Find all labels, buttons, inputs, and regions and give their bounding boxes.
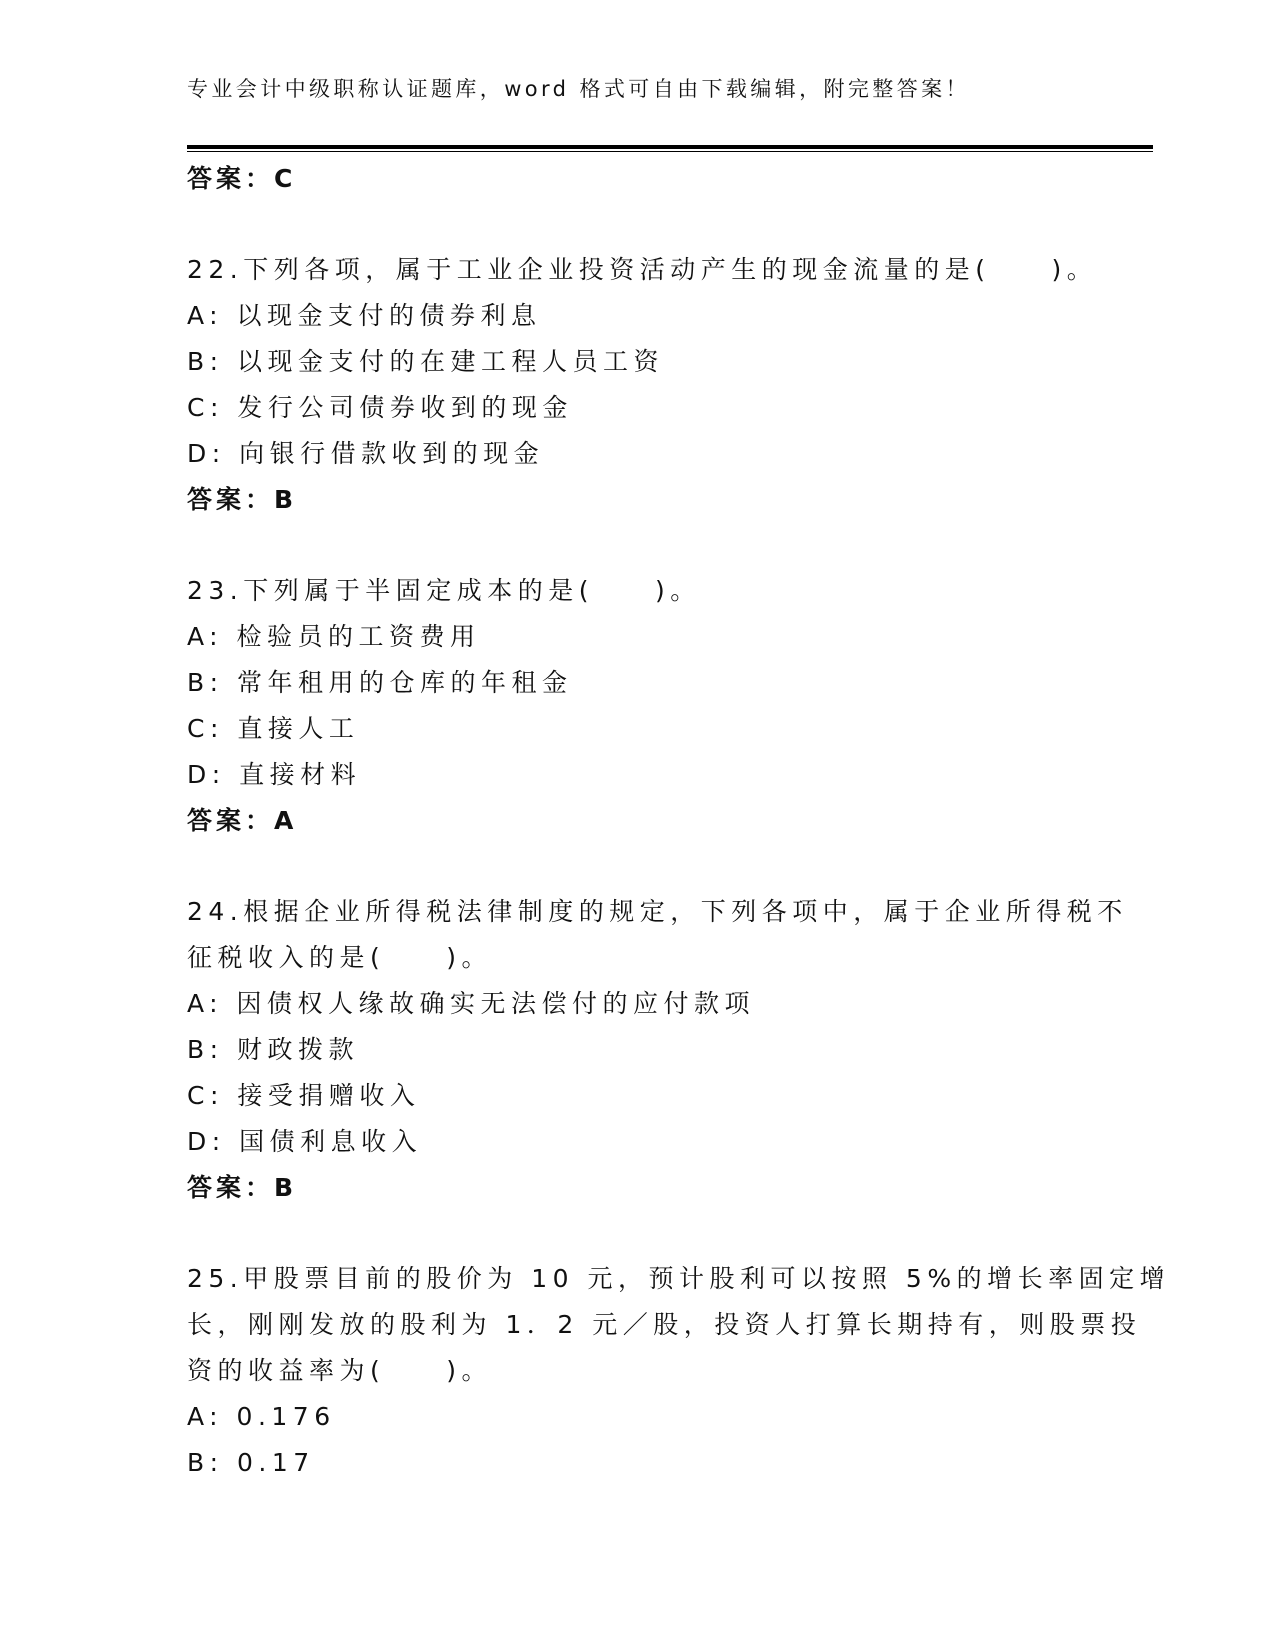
question-block xyxy=(187,889,1128,1211)
option-c: C: 发行公司债券收到的现金 xyxy=(187,393,573,422)
option-b: B: 以现金支付的在建工程人员工资 xyxy=(187,347,665,376)
option-a: A: 检验员的工资费用 xyxy=(187,622,481,651)
question-content xyxy=(187,156,1171,1486)
question-block xyxy=(187,247,1098,523)
question-stem-line: 长，刚刚发放的股利为 1．2 元／股，投资人打算长期持有，则股票投 xyxy=(187,1310,1142,1339)
question-stem: 23.下列属于半固定成本的是( )。 xyxy=(187,576,701,605)
question-block xyxy=(187,568,1087,844)
option-b: B: 财政拨款 xyxy=(187,1035,360,1064)
option-a: A: 因债权人缘故确实无法偿付的应付款项 xyxy=(187,989,756,1018)
answer-label: 答案：C xyxy=(187,164,297,193)
option-b: B: 0.17 xyxy=(187,1448,315,1477)
header-rule-thin xyxy=(187,151,1153,152)
page-header: 专业会计中级职称认证题库，word 格式可自由下载编辑，附完整答案！ xyxy=(187,77,970,101)
option-d: D: 向银行借款收到的现金 xyxy=(187,439,545,468)
header-rule-thick xyxy=(187,145,1153,149)
option-c: C: 接受捐赠收入 xyxy=(187,1081,421,1110)
option-d: D: 直接材料 xyxy=(187,760,362,789)
question-block xyxy=(187,1256,1171,1486)
answer-label: 答案：B xyxy=(187,1173,298,1202)
question-stem-line: 资的收益率为( )。 xyxy=(187,1356,493,1385)
question-stem: 22.下列各项，属于工业企业投资活动产生的现金流量的是( )。 xyxy=(187,255,1098,284)
option-c: C: 直接人工 xyxy=(187,714,360,743)
question-stem-line: 征税收入的是( )。 xyxy=(187,943,493,972)
option-d: D: 国债利息收入 xyxy=(187,1127,423,1156)
option-a: A: 0.176 xyxy=(187,1402,336,1431)
option-a: A: 以现金支付的债券利息 xyxy=(187,301,542,330)
question-stem-line: 24.根据企业所得税法律制度的规定，下列各项中，属于企业所得税不 xyxy=(187,897,1128,926)
answer-label: 答案：B xyxy=(187,485,298,514)
option-b: B: 常年租用的仓库的年租金 xyxy=(187,668,573,697)
answer-label: 答案：A xyxy=(187,806,298,835)
question-stem-line: 25.甲股票目前的股价为 10 元，预计股利可以按照 5%的增长率固定增 xyxy=(187,1264,1171,1293)
